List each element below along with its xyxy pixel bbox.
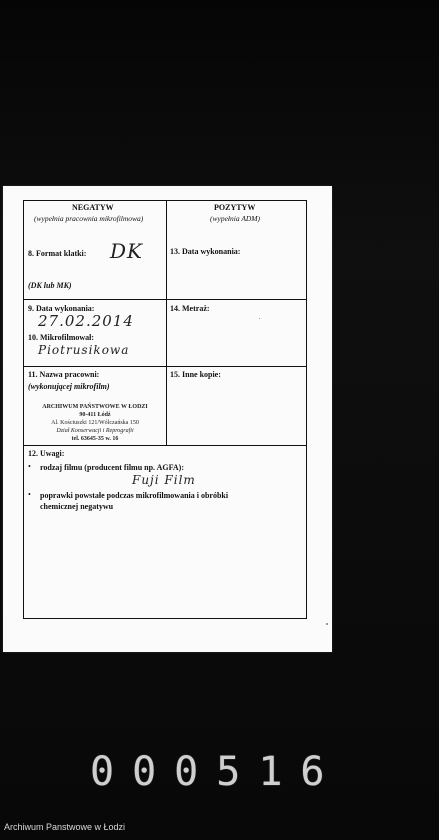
field-workshop-label: 11. Nazwa pracowni: [28,370,100,379]
row-divider [24,366,306,367]
field-date-value: 27.02.2014 [38,312,134,330]
field-length-label: 14. Metraż: [170,304,210,313]
remark-film-type: rodzaj filmu (producent filmu np. AGFA): [40,463,185,472]
row-divider [24,445,306,446]
field-format-label: 8. Format klatki: [28,249,87,258]
stamp-line: ARCHIWUM PAŃSTWOWE W ŁODZI [42,404,148,410]
form-grid [23,200,307,619]
negatyw-subtitle: (wypełnia pracownia mikrofilmowa) [34,214,144,223]
dust-speck [326,623,328,625]
frame-number: 000516 [90,749,343,795]
field-pozytyw-date-label: 13. Data wykonania: [170,247,241,256]
remark-corrections-cont: chemicznej negatywu [40,502,114,511]
field-format-hint: (DK lub MK) [28,281,72,290]
field-format-value: DK [110,239,143,263]
stamp-line: tel. 63645-35 w. 16 [71,436,119,442]
bullet-icon: • [28,462,31,471]
pozytyw-title: POZYTYW [214,203,256,212]
remark-film-type-value: Fuji Film [132,473,196,487]
field-date-label: 9. Data wykonania: [28,304,95,313]
remark-corrections: poprawki powstałe podczas mikrofilmowania i obróbki [40,491,229,500]
field-other-copies-label: 15. Inne kopie: [170,370,221,379]
field-operator-label: 10. Mikrofilmował: [28,333,95,342]
field-workshop-subtitle: (wykonującej mikrofilm) [28,382,110,391]
field-remarks-label: 12. Uwagi: [28,449,65,458]
pozytyw-subtitle: (wypełnia ADM) [210,214,261,223]
stamp-line: 90-411 Łódź [79,412,111,418]
stamp-line: Dział Konserwacji i Reprografii [56,428,134,434]
microfilm-metadata-card [3,186,332,652]
negatyw-title: NEGATYW [72,203,114,212]
field-operator-value: Piotrusikowa [38,343,130,357]
archive-stamp [20,403,170,443]
archive-caption: Archiwum Panstwowe w Łodzi [4,822,126,832]
row-divider [24,299,306,300]
dust-speck [259,318,260,319]
bullet-icon: • [28,490,31,499]
stamp-line: Al. Kościuszki 121/Wólczańska 150 [51,420,139,426]
